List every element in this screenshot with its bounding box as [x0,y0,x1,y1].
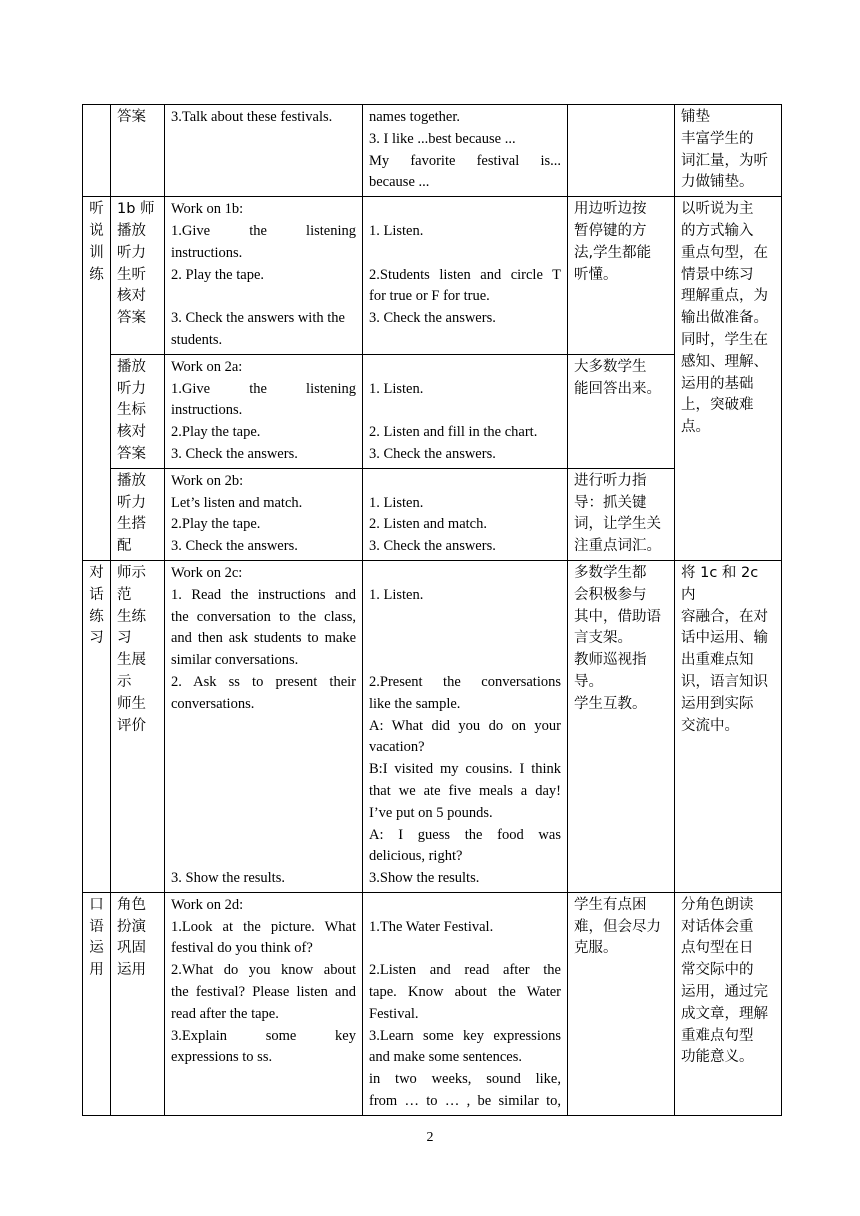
method-cell: 师示 范 生练 习 生展 示 师生 评价 [111,560,165,892]
student-activity-cell: 1. Listen. 2.Present the conversations like the sample. A: What did you do on your vacation? B:I visited my cousins. I think that we ate five meals a day! I’ve put on 5 pounds. A: I guess the food was delicious, right? 3.Show the results. [363,560,568,892]
stage-cell: 口 语 运 用 [83,892,111,1115]
teacher-activity-cell: Work on 2b: Let’s listen and match. 2.Play the tape. 3. Check the answers. [165,468,363,560]
table-row [83,105,782,197]
intent-cell: 分角色朗读 对话体会重 点句型在日 常交际中的 运用，通过完 成文章，理解 重难点句型 功能意义。 [675,892,782,1115]
student-activity-cell: 1.The Water Festival. 2.Listen and read after the tape. Know about the Water Festival. 3.Learn some key expressions and make some sentences. in two weeks, sound like, from … to … , be similar to, [363,892,568,1115]
effect-cell: 多数学生都 会积极参与 其中，借助语 言支架。 教师巡视指 导。 学生互教。 [568,560,675,892]
teacher-activity-cell: Work on 2d: 1.Look at the picture. What festival do you think of? 2.What do you know about the festival? Please listen and read after the tape. 3.Explain some key expressions to ss. [165,892,363,1115]
stage-cell [83,105,111,197]
student-activity-cell: 1. Listen. 2.Students listen and circle T for true or F for true. 3. Check the answers. [363,197,568,355]
table-row [83,560,782,892]
method-cell: 角色 扮演 巩固 运用 [111,892,165,1115]
teacher-activity-cell: Work on 2c: 1. Read the instructions and the conversation to the class, and then ask students to make similar conversations. 2. Ask ss to present their conversations. 3. Show the results. [165,560,363,892]
teacher-activity-cell: 3.Talk about these festivals. [165,105,363,197]
lesson-plan-table [82,104,782,1116]
effect-cell: 进行听力指 导：抓关键 词，让学生关 注重点词汇。 [568,468,675,560]
table-row [83,197,782,355]
effect-cell: 大多数学生 能回答出来。 [568,354,675,468]
effect-cell [568,105,675,197]
student-activity-cell: 1. Listen. 2. Listen and fill in the chart. 3. Check the answers. [363,354,568,468]
stage-cell: 听 说 训 练 [83,197,111,561]
method-cell: 播放 听力 生搭 配 [111,468,165,560]
effect-cell: 用边听边按 暂停键的方 法,学生都能 听懂。 [568,197,675,355]
method-cell: 1b 师 播放 听力 生听 核对 答案 [111,197,165,355]
teacher-activity-cell: Work on 1b: 1.Give the listening instructions. 2. Play the tape. 3. Check the answers with the students. [165,197,363,355]
method-cell: 答案 [111,105,165,197]
stage-cell: 对 话 练 习 [83,560,111,892]
effect-cell: 学生有点困 难，但会尽力 克服。 [568,892,675,1115]
page-number: 2 [426,1130,434,1145]
table-row [83,892,782,1115]
student-activity-cell: names together. 3. I like ...best because ... My favorite festival is... because ... [363,105,568,197]
teacher-activity-cell: Work on 2a: 1.Give the listening instructions. 2.Play the tape. 3. Check the answers. [165,354,363,468]
student-activity-cell: 1. Listen. 2. Listen and match. 3. Check the answers. [363,468,568,560]
method-cell: 播放 听力 生标 核对 答案 [111,354,165,468]
intent-cell: 铺垫 丰富学生的 词汇量，为听 力做铺垫。 [675,105,782,197]
intent-cell: 以听说为主 的方式输入 重点句型，在 情景中练习 理解重点，为 输出做准备。 同时，学生在 感知、理解、 运用的基础 上，突破难 点。 [675,197,782,561]
intent-cell: 将 1c 和 2c 内 容融合，在对 话中运用、输 出重难点知 识，语言知识 运用到实际 交流中。 [675,560,782,892]
